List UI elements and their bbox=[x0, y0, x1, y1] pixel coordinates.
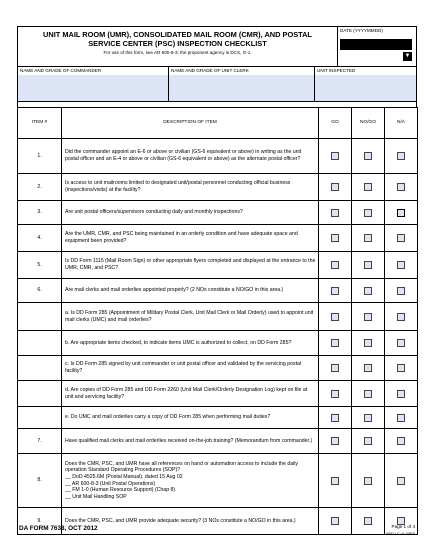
table-row bbox=[18, 303, 418, 331]
na-cell bbox=[385, 303, 418, 331]
item-number: 9. bbox=[18, 508, 62, 535]
table-row bbox=[18, 454, 418, 508]
item-description bbox=[62, 356, 319, 381]
go-checkbox[interactable] bbox=[331, 152, 339, 160]
description-line: b. Are appropriate items checked, to indicate items UMC is authorized to collect, on DD Form 285? bbox=[65, 339, 292, 346]
table-header-row bbox=[18, 108, 418, 139]
checklist-rows bbox=[18, 139, 418, 535]
go-checkbox[interactable] bbox=[331, 209, 339, 217]
table-row bbox=[18, 225, 418, 252]
chevron-down-icon: ▼ bbox=[404, 53, 411, 59]
description-line: __ AR 600-8-3 (Unit Postal Operations) bbox=[65, 480, 156, 487]
nogo-cell bbox=[352, 407, 385, 429]
nogo-cell bbox=[352, 356, 385, 381]
nogo-cell bbox=[352, 381, 385, 407]
item-number: 7. bbox=[18, 429, 62, 454]
form-title-line2: SERVICE CENTER (PSC) INSPECTION CHECKLIST bbox=[88, 39, 267, 48]
commander-label: NAME AND GRADE OF COMMANDER bbox=[20, 68, 102, 73]
go-checkbox[interactable] bbox=[331, 287, 339, 295]
go-cell bbox=[319, 429, 352, 454]
go-cell bbox=[319, 225, 352, 252]
nogo-cell bbox=[352, 454, 385, 508]
na-checkbox[interactable] bbox=[397, 287, 405, 295]
form-subtitle: For use of this form, see AR 600-8-3; the proponent agency is DCS, G-1. bbox=[103, 50, 252, 55]
item-number bbox=[18, 407, 62, 429]
date-dropdown-button[interactable] bbox=[403, 52, 412, 61]
na-checkbox[interactable] bbox=[397, 390, 405, 398]
description-line: Is access to unit mailrooms limited to designated unit/postal personnel conducting official business (inspections/visits) at the facility? bbox=[65, 180, 291, 193]
item-number bbox=[18, 303, 62, 331]
go-checkbox[interactable] bbox=[331, 339, 339, 347]
item-description bbox=[62, 429, 319, 454]
na-checkbox[interactable] bbox=[397, 477, 405, 485]
go-checkbox[interactable] bbox=[331, 183, 339, 191]
table-row bbox=[18, 174, 418, 201]
item-number: 3. bbox=[18, 201, 62, 225]
nogo-cell bbox=[352, 201, 385, 225]
na-cell bbox=[385, 201, 418, 225]
go-cell bbox=[319, 508, 352, 535]
item-description bbox=[62, 331, 319, 356]
item-description bbox=[62, 508, 319, 535]
go-cell bbox=[319, 174, 352, 201]
nogo-checkbox[interactable] bbox=[364, 339, 372, 347]
unit-cell bbox=[315, 67, 416, 101]
names-row bbox=[17, 67, 417, 102]
na-cell bbox=[385, 508, 418, 535]
na-cell bbox=[385, 252, 418, 279]
item-number bbox=[18, 331, 62, 356]
go-checkbox[interactable] bbox=[331, 414, 339, 422]
nogo-checkbox[interactable] bbox=[364, 364, 372, 372]
item-description bbox=[62, 252, 319, 279]
na-cell bbox=[385, 454, 418, 508]
na-checkbox[interactable] bbox=[397, 364, 405, 372]
item-number: 4. bbox=[18, 225, 62, 252]
description-line: Are mail clerks and mail orderlies appointed properly? (2 NOs constitute a NO/GO in this area.) bbox=[65, 287, 284, 294]
nogo-checkbox[interactable] bbox=[364, 414, 372, 422]
nogo-checkbox[interactable] bbox=[364, 209, 372, 217]
nogo-checkbox[interactable] bbox=[364, 234, 372, 242]
page-number: Page 1 of 4 bbox=[391, 524, 415, 529]
description-line: Is DD Form 1115 (Mail Room Sign) or other appropriate flyers completed and displayed at the entrance to the UMR, CMR, and PSC? bbox=[65, 258, 316, 271]
description-line: d. Are copies of DD Form 285 and DD Form 2260 (Unit Mail Clerk/Orderly Designation Log) kept on file at unit and servicing facility? bbox=[65, 386, 308, 400]
go-checkbox[interactable] bbox=[331, 517, 339, 525]
table-row bbox=[18, 252, 418, 279]
col-go: GO bbox=[319, 108, 352, 139]
go-cell bbox=[319, 331, 352, 356]
na-cell bbox=[385, 356, 418, 381]
na-cell bbox=[385, 279, 418, 303]
form-title-line1: UNIT MAIL ROOM (UMR), CONSOLIDATED MAIL ROOM (CMR), AND POSTAL bbox=[43, 30, 312, 39]
col-item: ITEM # bbox=[18, 108, 62, 139]
nogo-checkbox[interactable] bbox=[364, 152, 372, 160]
item-number: 6. bbox=[18, 279, 62, 303]
item-description bbox=[62, 279, 319, 303]
nogo-checkbox[interactable] bbox=[364, 183, 372, 191]
checklist-form bbox=[17, 26, 417, 535]
clerk-label: NAME AND GRADE OF UNIT CLERK bbox=[171, 68, 249, 73]
description-line: __ DoD 4525.6M (Postal Manual), dated 15 Aug 02 bbox=[65, 473, 183, 480]
go-checkbox[interactable] bbox=[331, 477, 339, 485]
item-description bbox=[62, 303, 319, 331]
item-description bbox=[62, 225, 319, 252]
description-line: Are the UMR, CMR, and PSC being maintained in an orderly condition and have adequate space and equipment been provided? bbox=[65, 231, 298, 244]
item-number: 8. bbox=[18, 454, 62, 508]
description-line: __ FM 1-0 (Human Resource Support) (Chap 8) bbox=[65, 487, 176, 494]
go-cell bbox=[319, 252, 352, 279]
nogo-cell bbox=[352, 303, 385, 331]
apd-version: APD LC v1.00ES bbox=[385, 532, 415, 536]
commander-cell bbox=[18, 67, 169, 101]
description-line: Does the CMR, PSC, and UMR provide adequate security? (3 NOs constitute a NO/GO in this area.) bbox=[65, 517, 296, 524]
description-line: Did the commander appoint an E-6 or above or civilian (GS-6 equivalent or above) in writing as the unit postal officer and an E-4 or above or civilian (GS-6 equivalent or above) as the alternate postal officer? bbox=[65, 149, 302, 162]
title-block bbox=[18, 27, 338, 66]
na-checkbox[interactable] bbox=[397, 339, 405, 347]
na-checkbox[interactable] bbox=[397, 183, 405, 191]
go-checkbox[interactable] bbox=[331, 234, 339, 242]
na-checkbox[interactable] bbox=[397, 313, 405, 321]
table-row bbox=[18, 407, 418, 429]
nogo-checkbox[interactable] bbox=[364, 517, 372, 525]
date-label: DATE (YYYYMMDD) bbox=[340, 28, 383, 33]
go-cell bbox=[319, 201, 352, 225]
na-checkbox[interactable] bbox=[397, 209, 405, 217]
item-number bbox=[18, 356, 62, 381]
nogo-cell bbox=[352, 139, 385, 174]
go-cell bbox=[319, 454, 352, 508]
go-checkbox[interactable] bbox=[331, 390, 339, 398]
date-block bbox=[338, 27, 416, 66]
table-row bbox=[18, 356, 418, 381]
na-cell bbox=[385, 429, 418, 454]
item-number bbox=[18, 381, 62, 407]
nogo-cell bbox=[352, 429, 385, 454]
go-cell bbox=[319, 407, 352, 429]
description-line: __ Unit Mail Handling SOP bbox=[65, 493, 127, 500]
go-cell bbox=[319, 381, 352, 407]
description-line: c. Is DD Form 285 signed by unit commander or unit postal officer and validated by the servicing postal facility? bbox=[65, 361, 302, 374]
description-line: Are unit postal officers/supervisors conducting daily and monthly inspections? bbox=[65, 209, 243, 216]
clerk-name-field[interactable] bbox=[169, 75, 314, 101]
item-description bbox=[62, 201, 319, 225]
checklist-table bbox=[17, 107, 418, 535]
nogo-checkbox[interactable] bbox=[364, 477, 372, 485]
na-cell bbox=[385, 174, 418, 201]
table-row bbox=[18, 429, 418, 454]
nogo-cell bbox=[352, 279, 385, 303]
go-checkbox[interactable] bbox=[331, 437, 339, 445]
nogo-checkbox[interactable] bbox=[364, 287, 372, 295]
nogo-checkbox[interactable] bbox=[364, 437, 372, 445]
col-nogo: NO/GO bbox=[352, 108, 385, 139]
go-checkbox[interactable] bbox=[331, 261, 339, 269]
na-cell bbox=[385, 407, 418, 429]
na-cell bbox=[385, 225, 418, 252]
go-cell bbox=[319, 279, 352, 303]
na-checkbox[interactable] bbox=[397, 234, 405, 242]
go-cell bbox=[319, 303, 352, 331]
nogo-cell bbox=[352, 225, 385, 252]
commander-name-field[interactable] bbox=[18, 75, 168, 101]
na-checkbox[interactable] bbox=[397, 261, 405, 269]
item-description bbox=[62, 454, 319, 508]
clerk-cell bbox=[169, 67, 315, 101]
nogo-cell bbox=[352, 252, 385, 279]
nogo-checkbox[interactable] bbox=[364, 390, 372, 398]
nogo-checkbox[interactable] bbox=[364, 313, 372, 321]
item-number: 5. bbox=[18, 252, 62, 279]
col-description: DESCRIPTION OF ITEM bbox=[62, 108, 319, 139]
na-cell bbox=[385, 139, 418, 174]
unit-label: UNIT INSPECTED bbox=[317, 68, 356, 73]
description-line: a. Is DD Form 285 (Appointment of Military Postal Clerk, Unit Mail Clerk or Mail Orderly) used to appoint unit mail clerks (UMC) and mail orderlies? bbox=[65, 309, 314, 323]
item-description bbox=[62, 407, 319, 429]
nogo-cell bbox=[352, 174, 385, 201]
table-row bbox=[18, 201, 418, 225]
unit-inspected-field[interactable] bbox=[315, 75, 416, 101]
table-row bbox=[18, 331, 418, 356]
nogo-cell bbox=[352, 508, 385, 535]
go-cell bbox=[319, 356, 352, 381]
col-na: N/A bbox=[385, 108, 418, 139]
date-field[interactable] bbox=[340, 39, 412, 50]
go-cell bbox=[319, 139, 352, 174]
item-description bbox=[62, 174, 319, 201]
nogo-checkbox[interactable] bbox=[364, 261, 372, 269]
table-row bbox=[18, 381, 418, 407]
form-header bbox=[17, 26, 417, 67]
item-description bbox=[62, 381, 319, 407]
item-number: 1. bbox=[18, 139, 62, 174]
table-row bbox=[18, 279, 418, 303]
go-checkbox[interactable] bbox=[331, 364, 339, 372]
go-checkbox[interactable] bbox=[331, 313, 339, 321]
nogo-cell bbox=[352, 331, 385, 356]
item-description bbox=[62, 139, 319, 174]
na-checkbox[interactable] bbox=[397, 152, 405, 160]
na-cell bbox=[385, 331, 418, 356]
description-line: Have qualified mail clerks and mail orderlies received on-the-job training? (Memorandum from commander.) bbox=[65, 437, 313, 444]
item-number: 2. bbox=[18, 174, 62, 201]
na-checkbox[interactable] bbox=[397, 437, 405, 445]
na-checkbox[interactable] bbox=[397, 414, 405, 422]
form-id: DA FORM 7638, OCT 2012 bbox=[19, 525, 98, 532]
na-cell bbox=[385, 381, 418, 407]
description-line: e. Do UMC and mail orderlies carry a copy of DD Form 285 when performing mail duties? bbox=[65, 414, 271, 421]
table-row bbox=[18, 139, 418, 174]
description-line: Does the CMR, PSC, and UMR have all references on hand or automation access to include the daily operation Standard Operating Procedures (SOP)? bbox=[65, 460, 298, 474]
